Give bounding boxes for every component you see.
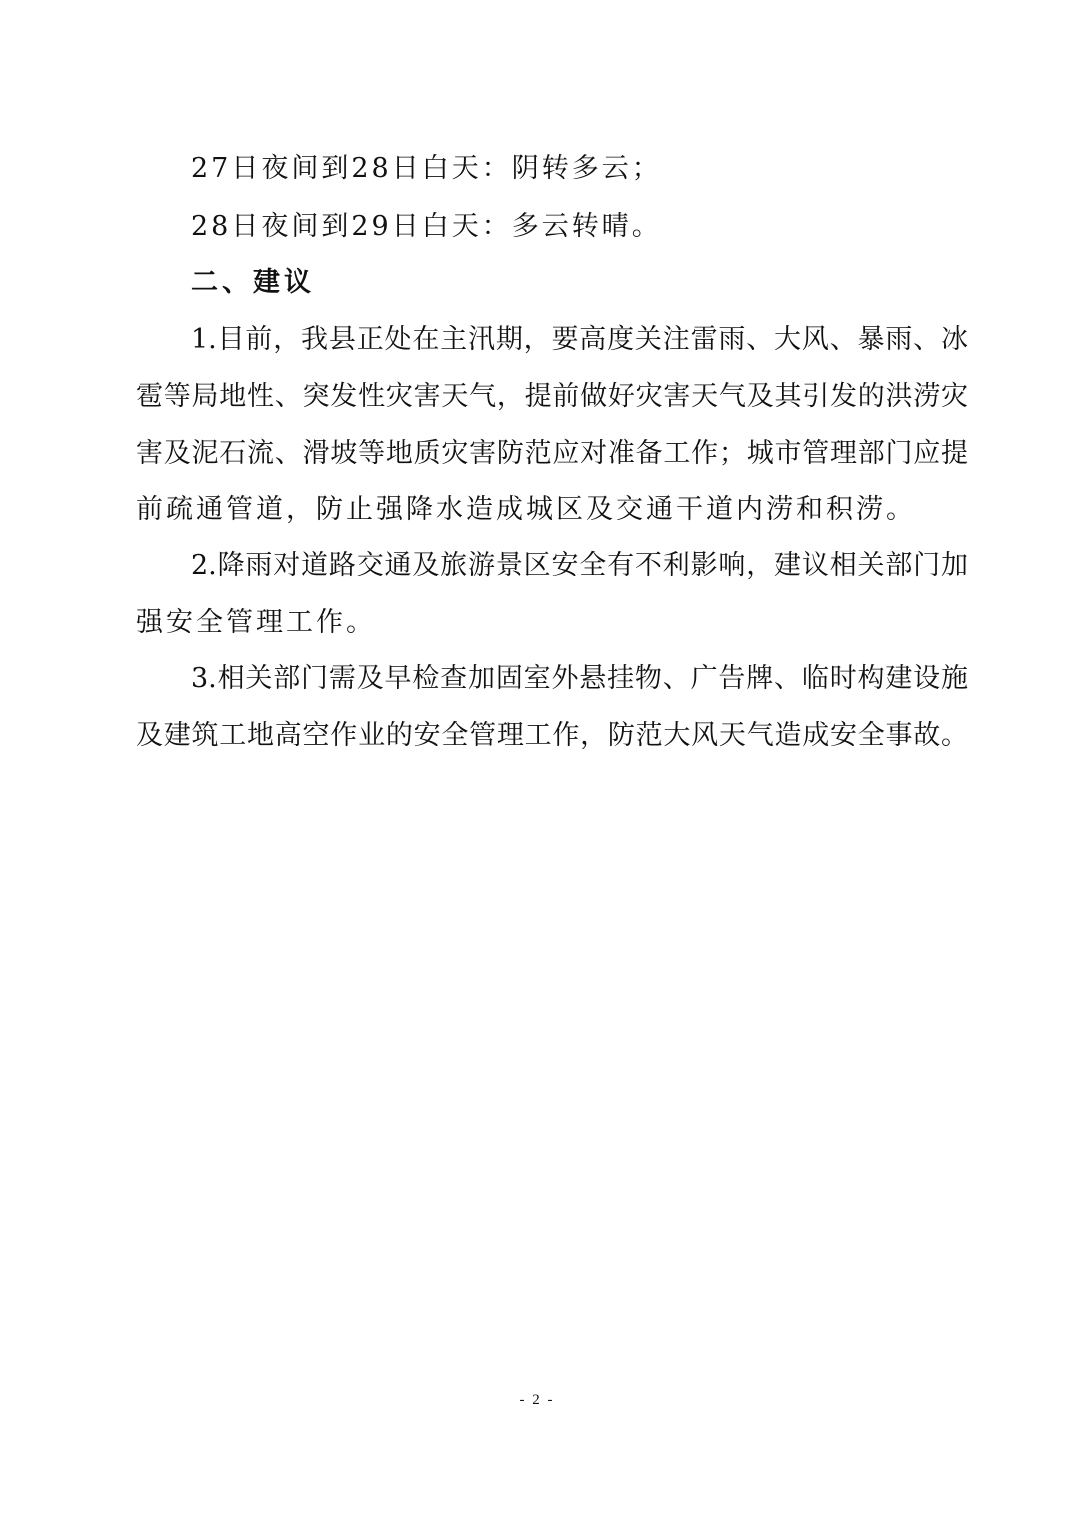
paragraph-1-line-2: 雹等局地性、突发性灾害天气，提前做好灾害天气及其引发的洪涝灾 [136,381,968,412]
page-number: - 2 - [519,1392,555,1408]
paragraph-3-line-1: 3.相关部门需及早检查加固室外悬挂物、广告牌、临时构建设施 [191,663,968,694]
section-heading: 二、建议 [191,267,315,298]
paragraph-1-line-3: 害及泥石流、滑坡等地质灾害防范应对准备工作；城市管理部门应提 [136,438,968,469]
paragraph-1-line-1: 1.目前，我县正处在主汛期，要高度关注雷雨、大风、暴雨、冰 [191,324,968,355]
forecast-line-2: 28日夜间到29日白天：多云转晴。 [191,211,662,242]
paragraph-2-line-2: 强安全管理工作。 [136,607,376,638]
forecast-line-1: 27日夜间到28日白天：阴转多云； [191,153,662,184]
paragraph-1-line-4: 前疏通管道，防止强降水造成城区及交通干道内涝和积涝。 [136,494,916,525]
paragraph-2-line-1: 2.降雨对道路交通及旅游景区安全有不利影响，建议相关部门加 [191,550,968,581]
paragraph-3-line-2: 及建筑工地高空作业的安全管理工作，防范大风天气造成安全事故。 [136,720,968,751]
